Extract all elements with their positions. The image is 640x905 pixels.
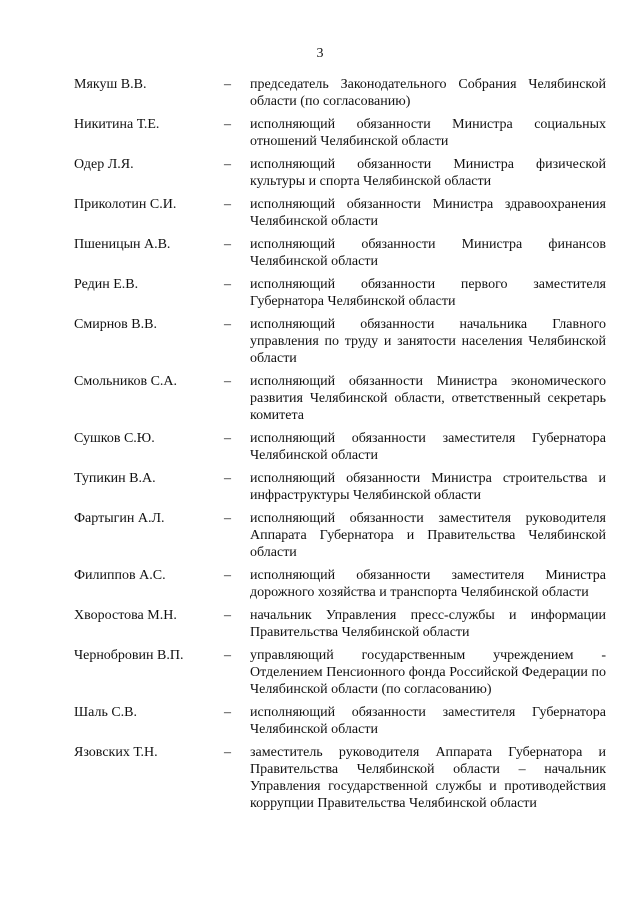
dash-separator: – (224, 608, 231, 623)
dash-separator: – (224, 374, 231, 389)
member-entry (74, 704, 614, 738)
member-name: Фартыгин А.Л. (74, 511, 165, 526)
dash-separator: – (224, 277, 231, 292)
member-role: исполняющий обязанности первого заместителя Губернатора Челябинской области (250, 277, 606, 309)
member-name: Смольников С.А. (74, 374, 178, 389)
member-entry (74, 76, 614, 110)
member-name: Смирнов В.В. (74, 317, 157, 332)
member-role: исполняющий обязанности начальника Главного управления по труду и занятости населения Челябинской области (250, 317, 606, 366)
dash-separator: – (224, 237, 231, 252)
member-entry (74, 607, 614, 641)
member-entry (74, 567, 614, 601)
member-entry (74, 510, 614, 561)
member-entry (74, 316, 614, 367)
dash-separator: – (224, 77, 231, 92)
member-name: Филиппов А.С. (74, 568, 166, 583)
member-role: исполняющий обязанности Министра социальных отношений Челябинской области (250, 117, 606, 149)
member-name: Шаль С.В. (74, 705, 138, 720)
dash-separator: – (224, 745, 231, 760)
dash-separator: – (224, 317, 231, 332)
member-role: исполняющий обязанности Министра финансов Челябинской области (250, 237, 606, 269)
member-entry (74, 647, 614, 698)
dash-separator: – (224, 705, 231, 720)
member-name: Одер Л.Я. (74, 157, 134, 172)
member-name: Пшеницын А.В. (74, 237, 171, 252)
member-name: Никитина Т.Е. (74, 117, 160, 132)
member-name: Редин Е.В. (74, 277, 139, 292)
member-entry (74, 116, 614, 150)
member-role: заместитель руководителя Аппарата Губернатора и Правительства Челябинской области – начальник Управления государственной службы и противодействия коррупции Правительства Челябинской области (250, 745, 606, 811)
dash-separator: – (224, 197, 231, 212)
page-number: 3 (316, 46, 324, 61)
dash-separator: – (224, 117, 231, 132)
member-entry (74, 373, 614, 424)
member-role: председатель Законодательного Собрания Челябинской области (по согласованию) (250, 77, 606, 109)
member-entry (74, 470, 614, 504)
member-list (74, 76, 614, 818)
dash-separator: – (224, 471, 231, 486)
dash-separator: – (224, 157, 231, 172)
member-role: исполняющий обязанности заместителя Министра дорожного хозяйства и транспорта Челябинской области (250, 568, 606, 600)
member-role: исполняющий обязанности Министра экономического развития Челябинской области, ответственный секретарь комитета (250, 374, 606, 423)
member-name: Сушков С.Ю. (74, 431, 155, 446)
member-role: исполняющий обязанности Министра здравоохранения Челябинской области (250, 197, 606, 229)
member-name: Чернобровин В.П. (74, 648, 184, 663)
member-entry (74, 236, 614, 270)
member-role: исполняющий обязанности заместителя руководителя Аппарата Губернатора и Правительства Челябинской области (250, 511, 606, 560)
member-entry (74, 430, 614, 464)
member-name: Приколотин С.И. (74, 197, 177, 212)
member-role: исполняющий обязанности заместителя Губернатора Челябинской области (250, 705, 606, 737)
member-role: исполняющий обязанности заместителя Губернатора Челябинской области (250, 431, 606, 463)
member-name: Хворостова М.Н. (74, 608, 177, 623)
member-name: Язовских Т.Н. (74, 745, 158, 760)
dash-separator: – (224, 648, 231, 663)
member-entry (74, 276, 614, 310)
dash-separator: – (224, 431, 231, 446)
member-role: исполняющий обязанности Министра физической культуры и спорта Челябинской области (250, 157, 606, 189)
member-role: управляющий государственным учреждением - Отделением Пенсионного фонда Российской Федерации по Челябинской области (по согласованию) (250, 648, 606, 697)
member-name: Тупикин В.А. (74, 471, 156, 486)
member-entry (74, 744, 614, 812)
member-name: Мякуш В.В. (74, 77, 147, 92)
member-entry (74, 196, 614, 230)
member-entry (74, 156, 614, 190)
member-role: начальник Управления пресс-службы и информации Правительства Челябинской области (250, 608, 606, 640)
member-role: исполняющий обязанности Министра строительства и инфраструктуры Челябинской области (250, 471, 606, 503)
dash-separator: – (224, 511, 231, 526)
dash-separator: – (224, 568, 231, 583)
